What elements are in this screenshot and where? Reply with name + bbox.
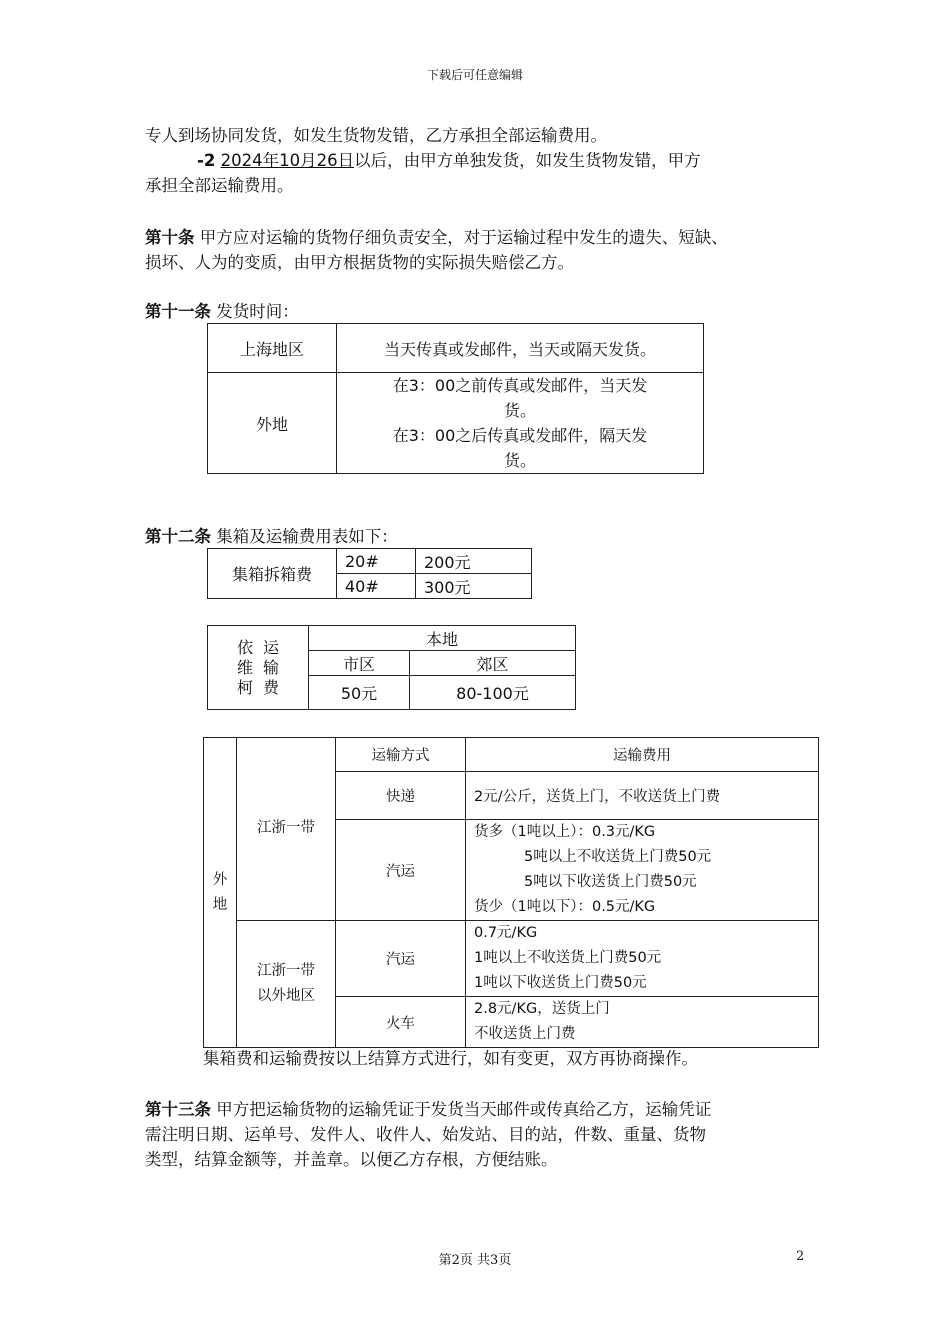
method-cell: 火车	[336, 997, 466, 1048]
method-cell: 汽运	[336, 820, 466, 921]
zone1-label: 江浙一带	[257, 820, 315, 836]
sub-header: 郊区	[410, 651, 576, 676]
article-13-line3: 类型，结算金额等，并盖章。以便乙方存根，方便结账。	[145, 1150, 558, 1169]
fee-cell: 货多（1吨以上）：0.3元/KG 5吨以上不收送货上门费50元 5吨以下收送货上门费50元 货少（1吨以下）：0.5元/KG	[466, 820, 819, 921]
detail-cell	[337, 373, 704, 474]
side-label-col1: 依 维 柯	[236, 637, 253, 697]
settlement-note: 集箱费和运输费按以上结算方式进行，如有变更，双方再协商操作。	[203, 1049, 698, 1068]
header-note: 下载后可任意编辑	[426, 68, 523, 82]
article-12	[145, 524, 825, 549]
side-label-col2: 运 输 费	[263, 637, 280, 697]
fee-value: 50元	[309, 676, 410, 710]
method-cell: 汽运	[336, 921, 466, 997]
container-size: 40#	[337, 574, 416, 599]
fee-cell: 2.8元/KG，送货上门 不收送货上门费	[466, 997, 819, 1048]
paragraph-2-line2: 承担全部运输费用。	[145, 176, 294, 195]
container-price: 300元	[416, 574, 532, 599]
head-fee: 运输费用	[466, 738, 819, 772]
article-11-text: 发货时间：	[211, 302, 299, 321]
article-10-title: 第十条	[145, 228, 195, 247]
detail-line: 货。	[503, 401, 536, 420]
local-header: 本地	[309, 626, 576, 651]
detail-line: 在3：00之前传真或发邮件，当天发	[392, 376, 648, 395]
article-12-title: 第十二条	[145, 527, 211, 546]
fee-value: 80-100元	[410, 676, 576, 710]
container-size: 20#	[337, 549, 416, 574]
shipping-time-table	[207, 323, 704, 474]
date-text: 2024年10月26日	[220, 151, 355, 170]
local-fee-side-label	[208, 626, 309, 710]
article-13-line1: 甲方把运输货物的运输凭证于发货当天邮件或传真给乙方，运输凭证	[211, 1100, 712, 1119]
region-cell: 外地	[208, 373, 337, 474]
sub-header: 市区	[309, 651, 410, 676]
remote-fee-table	[203, 737, 819, 1048]
article-10	[145, 225, 825, 250]
detail-cell: 当天传真或发邮件，当天或隔天发货。	[337, 324, 704, 373]
paragraph-2-rest: 以后，由甲方单独发货，如发生货物发错，甲方	[354, 151, 701, 170]
article-13	[145, 1097, 825, 1122]
container-fee-label: 集箱拆箱费	[208, 549, 337, 599]
detail-line: 货。	[503, 451, 536, 470]
page-number: 2	[796, 1249, 805, 1264]
fee-cell: 0.7元/KG 1吨以上不收送货上门费50元 1吨以下收送货上门费50元	[466, 921, 819, 997]
container-fee-table	[207, 548, 532, 599]
page-info: 第2页 共3页	[438, 1253, 512, 1268]
detail-line: 在3：00之后传真或发邮件，隔天发	[392, 426, 648, 445]
paragraph-1: 专人到场协同发货，如发生货物发错，乙方承担全部运输费用。	[145, 126, 607, 145]
head-method: 运输方式	[336, 738, 466, 772]
zone2-cell: 江浙一带 以外地区	[237, 921, 336, 1048]
item-prefix: -2	[197, 151, 216, 170]
zone1-cell	[237, 738, 336, 921]
article-13-title: 第十三条	[145, 1100, 211, 1119]
article-13-line2: 需注明日期、运单号、发件人、收件人、始发站、目的站，件数、重量、货物	[145, 1125, 706, 1144]
region-cell: 上海地区	[208, 324, 337, 373]
paragraph-2	[145, 148, 825, 173]
local-fee-table	[207, 625, 576, 710]
method-cell: 快递	[336, 772, 466, 820]
fee-cell: 2元/公斤，送货上门，不收送货上门费	[466, 772, 819, 820]
article-11	[145, 299, 825, 324]
article-11-title: 第十一条	[145, 302, 211, 321]
article-10-line2: 损坏、人为的变质，由甲方根据货物的实际损失赔偿乙方。	[145, 253, 574, 272]
article-12-text: 集箱及运输费用表如下：	[211, 527, 398, 546]
remote-outer-label: 外 地	[204, 738, 237, 1048]
article-10-line1: 甲方应对运输的货物仔细负责安全，对于运输过程中发生的遗失、短缺、	[194, 228, 728, 247]
container-price: 200元	[416, 549, 532, 574]
